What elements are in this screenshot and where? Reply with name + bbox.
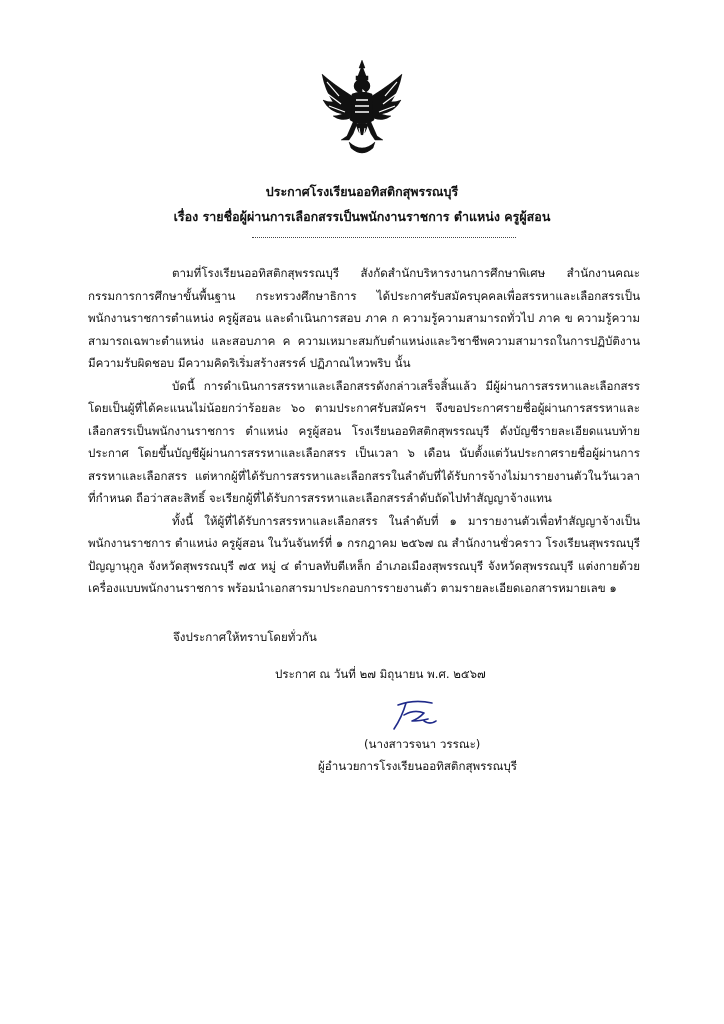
announcement-body (88, 262, 640, 600)
signer-position: ผู้อำนวยการโรงเรียนออทิสติกสุพรรณบุรี (318, 759, 517, 773)
announcement-subject: เรื่อง รายชื่อผู้ผ่านการเลือกสรรเป็นพนักงานราชการ ตำแหน่ง ครูผู้สอน (173, 209, 551, 224)
announcement-date: ประกาศ ณ วันที่ ๒๗ มิถุนายน พ.ศ. ๒๕๖๗ (275, 667, 486, 681)
signature-icon (384, 697, 440, 733)
body-paragraph-2: บัดนี้ การดำเนินการสรรหาและเลือกสรรดังกล่าวเสร็จสิ้นแล้ว มีผู้ผ่านการสรรหาและเลือกสรร โดยเป็นผู้ที่ได้คะแนนไม่น้อยกว่าร้อยละ ๖๐ ตามประกาศรับสมัครฯ จึงขอประกาศรายชื่อผู้ผ่านการสรรหาและเลือกสรรเป็นพนักงานราชการ ตำแหน่ง ครูผู้สอน โรงเรียนออทิสติกสุพรรณบุรี ดังบัญชีรายละเอียดแนบท้ายประกาศ โดยขึ้นบัญชีผู้ผ่านการสรรหาและเลือกสรร เป็นเวลา ๖ เดือน นับตั้งแต่วันประกาศรายชื่อผู้ผ่านการสรรหาและเลือกสรร แต่หากผู้ที่ได้รับการสรรหาและเลือกสรรในลำดับที่ได้รับการจ้างไม่มารายงานตัวในวันเวลาที่กำหนด ถือว่าสละสิทธิ์ จะเรียกผู้ที่ได้รับการสรรหาและเลือกสรรลำดับถัดไปทำสัญญาจ้างแทน (88, 378, 640, 505)
body-paragraph-3: ทั้งนี้ ให้ผู้ที่ได้รับการสรรหาและเลือกสรร ในลำดับที่ ๑ มารายงานตัวเพื่อทำสัญญาจ้างเป็นพนักงานราชการ ตำแหน่ง ครูผู้สอน ในวันจันทร์ที่ ๑ กรกฎาคม ๒๕๖๗ ณ สำนักงานชั่วคราว โรงเรียนสุพรรณบุรีปัญญานุกูล จังหวัดสุพรรณบุรี ๗๕ หมู่ ๔ ตำบลทับตีเหล็ก อำเภอเมืองสุพรรณบุรี จังหวัดสุพรรณบุรี แต่งกายด้วยเครื่องแบบพนักงานราชการ พร้อมนำเอกสารมาประกอบการรายงานตัว ตามรายละเอียดเอกสารหมายเลข ๑ (88, 513, 640, 595)
body-paragraph-1: ตามที่โรงเรียนออทิสติกสุพรรณบุรี สังกัดสำนักบริหารงานการศึกษาพิเศษ สำนักงานคณะกรรมการการศึกษาขั้นพื้นฐาน กระทรวงศึกษาธิการ ได้ประกาศรับสมัครบุคคลเพื่อสรรหาและเลือกสรรเป็นพนักงานราชการตำแหน่ง ครูผู้สอน และดำเนินการสอบ ภาค ก ความรู้ความสามารถทั่วไป ภาค ข ความรู้ความสามารถเฉพาะตำแหน่ง และสอบภาค ค ความเหมาะสมกับตำแหน่งและวิชาชีพความสามารถในการปฏิบัติงาน มีความรับผิดชอบ มีความคิดริเริ่มสร้างสรรค์ ปฏิภาณไหวพริบ นั้น (88, 266, 640, 370)
signer-name: (นางสาวรจนา วรรณะ) (364, 737, 481, 751)
closing-statement: จึงประกาศให้ทราบโดยทั่วกัน (173, 630, 317, 644)
garuda-emblem-icon (319, 58, 405, 158)
announcement-title: ประกาศโรงเรียนออทิสติกสุพรรณบุรี (265, 184, 459, 199)
dotted-separator (252, 237, 516, 238)
